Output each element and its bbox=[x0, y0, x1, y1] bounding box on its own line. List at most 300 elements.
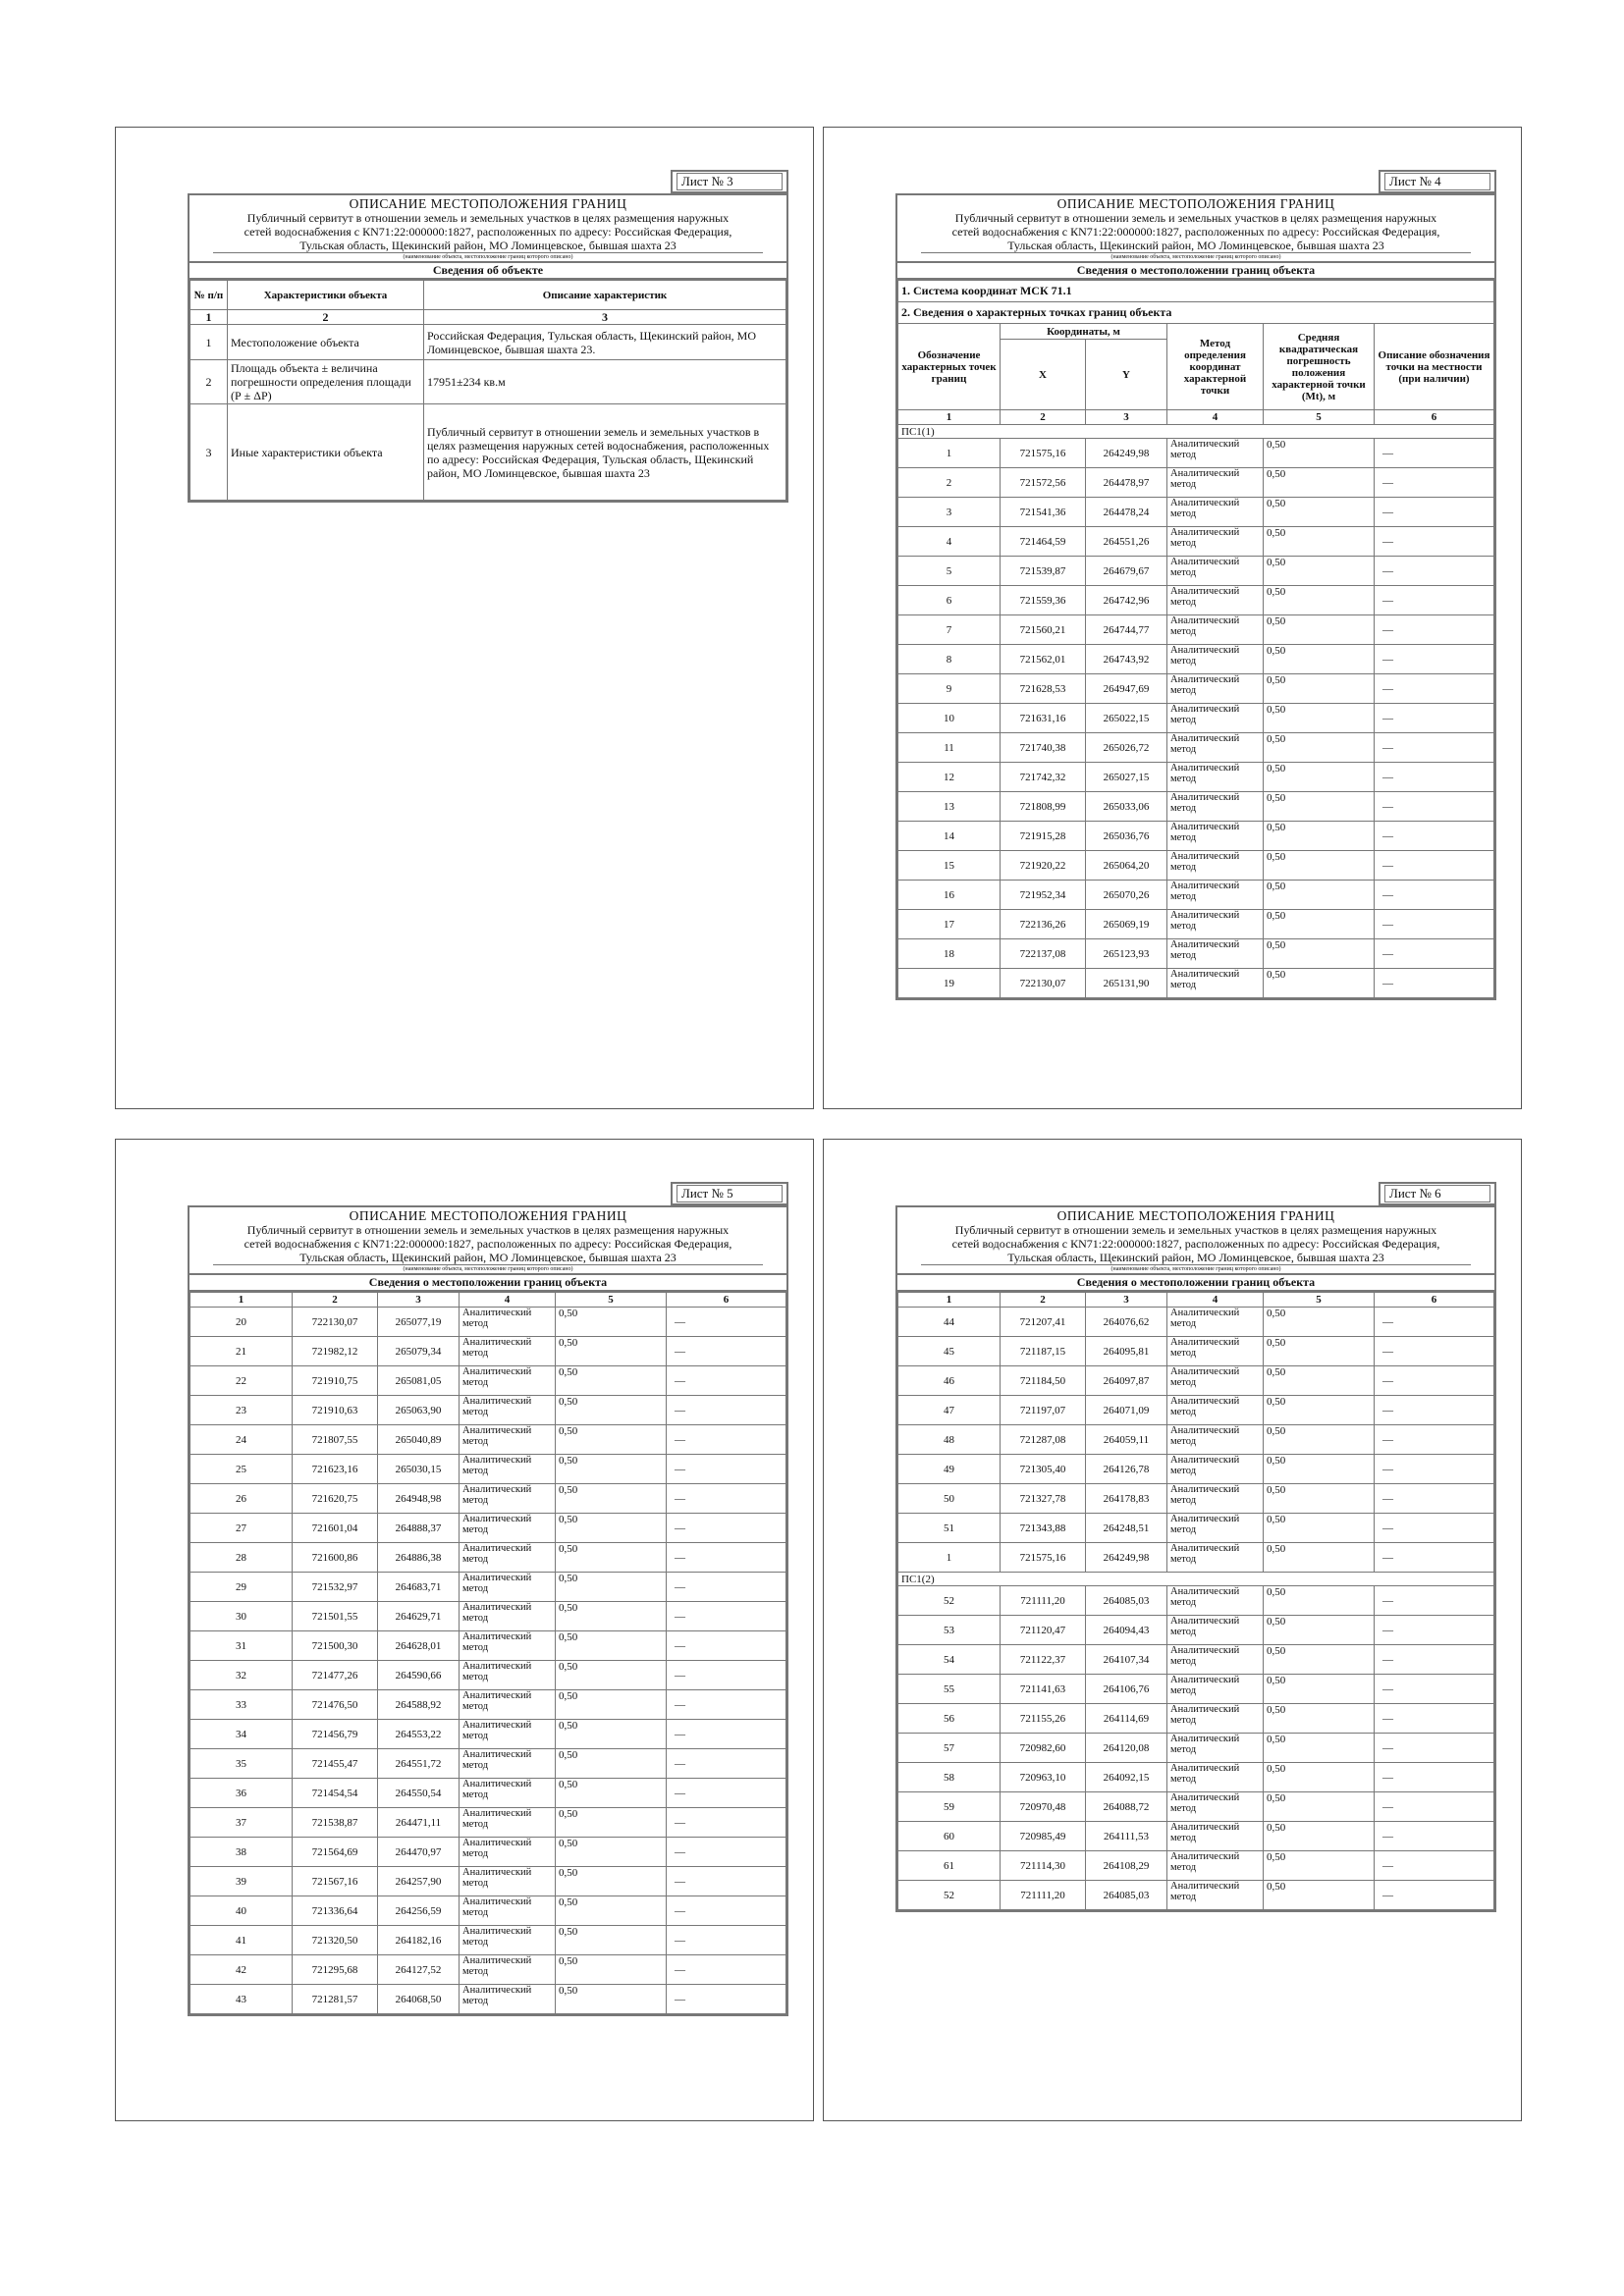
table-row bbox=[190, 1779, 786, 1808]
coord-x: 721111,20 bbox=[1001, 1586, 1086, 1616]
coord-x: 721120,47 bbox=[1001, 1616, 1086, 1645]
col-header-point-description: Описание обозначения точки на местности (при наличии) bbox=[1375, 324, 1494, 410]
accuracy: 0,50 bbox=[556, 1484, 667, 1514]
col-index: 1 bbox=[898, 410, 1001, 425]
point-number: 37 bbox=[190, 1808, 293, 1838]
table-row bbox=[898, 468, 1494, 498]
point-description: — bbox=[1375, 792, 1494, 822]
point-number: 43 bbox=[190, 1985, 293, 2014]
point-description: — bbox=[1375, 1645, 1494, 1675]
method: Аналитический метод bbox=[1167, 615, 1264, 645]
object-info-table bbox=[189, 280, 786, 501]
row-characteristic: Иные характеристики объекта bbox=[228, 404, 424, 501]
coord-x: 721564,69 bbox=[293, 1838, 378, 1867]
point-description: — bbox=[1375, 939, 1494, 969]
coord-y: 264947,69 bbox=[1086, 674, 1167, 704]
coord-x: 721114,30 bbox=[1001, 1851, 1086, 1881]
coord-y: 264094,43 bbox=[1086, 1616, 1167, 1645]
point-number: 8 bbox=[898, 645, 1001, 674]
coord-x: 721532,97 bbox=[293, 1573, 378, 1602]
point-number: 58 bbox=[898, 1763, 1001, 1792]
accuracy: 0,50 bbox=[1264, 498, 1375, 527]
table-row bbox=[190, 1926, 786, 1955]
table-row bbox=[190, 1720, 786, 1749]
coord-x: 721600,86 bbox=[293, 1543, 378, 1573]
table-row bbox=[898, 586, 1494, 615]
col-index: 5 bbox=[1264, 1293, 1375, 1308]
coord-x: 721111,20 bbox=[1001, 1881, 1086, 1910]
point-description: — bbox=[1375, 1425, 1494, 1455]
table-row bbox=[190, 1955, 786, 1985]
coord-y: 264629,71 bbox=[378, 1602, 460, 1631]
col-header-characteristic: Характеристики объекта bbox=[228, 281, 424, 310]
coord-x: 720970,48 bbox=[1001, 1792, 1086, 1822]
method: Аналитический метод bbox=[1167, 792, 1264, 822]
accuracy: 0,50 bbox=[1264, 1616, 1375, 1645]
accuracy: 0,50 bbox=[1264, 1675, 1375, 1704]
col-index: 3 bbox=[1086, 1293, 1167, 1308]
object-description-line-2: сетей водоснабжения с КN71:22:000000:1827, расположенных по адресу: Российская Федерация, bbox=[244, 1237, 732, 1251]
point-number: 14 bbox=[898, 822, 1001, 851]
point-description: — bbox=[1375, 881, 1494, 910]
accuracy: 0,50 bbox=[556, 1985, 667, 2014]
point-number: 44 bbox=[898, 1308, 1001, 1337]
point-number: 17 bbox=[898, 910, 1001, 939]
point-description: — bbox=[1375, 1675, 1494, 1704]
coord-x: 721336,64 bbox=[293, 1896, 378, 1926]
coord-y: 264256,59 bbox=[378, 1896, 460, 1926]
table-row bbox=[898, 1645, 1494, 1675]
method: Аналитический метод bbox=[460, 1867, 556, 1896]
coordinates-table-frame bbox=[895, 1292, 1496, 1912]
coord-x: 720963,10 bbox=[1001, 1763, 1086, 1792]
coord-y: 264551,26 bbox=[1086, 527, 1167, 557]
accuracy: 0,50 bbox=[556, 1514, 667, 1543]
sheet-number: Лист № 3 bbox=[671, 170, 788, 193]
accuracy: 0,50 bbox=[1264, 1763, 1375, 1792]
point-description: — bbox=[1375, 674, 1494, 704]
coord-x: 721575,16 bbox=[1001, 439, 1086, 468]
accuracy: 0,50 bbox=[1264, 822, 1375, 851]
point-number: 52 bbox=[898, 1586, 1001, 1616]
accuracy: 0,50 bbox=[1264, 1734, 1375, 1763]
table-row bbox=[898, 1675, 1494, 1704]
col-index: 3 bbox=[1086, 410, 1167, 425]
coord-x: 721456,79 bbox=[293, 1720, 378, 1749]
sheet-5-content bbox=[188, 1182, 788, 2016]
object-description-line-3: Тульская область, Щекинский район, МО Ломинцевское, бывшая шахта 23 bbox=[299, 239, 677, 252]
method: Аналитический метод bbox=[1167, 645, 1264, 674]
method: Аналитический метод bbox=[1167, 674, 1264, 704]
point-number: 50 bbox=[898, 1484, 1001, 1514]
point-number: 1 bbox=[898, 1543, 1001, 1573]
method: Аналитический метод bbox=[1167, 881, 1264, 910]
col-index: 4 bbox=[1167, 410, 1264, 425]
method: Аналитический метод bbox=[460, 1985, 556, 2014]
point-description: — bbox=[1375, 1455, 1494, 1484]
point-number: 47 bbox=[898, 1396, 1001, 1425]
accuracy: 0,50 bbox=[1264, 1484, 1375, 1514]
coord-y: 264590,66 bbox=[378, 1661, 460, 1690]
point-description: — bbox=[1375, 1586, 1494, 1616]
method: Аналитический метод bbox=[1167, 704, 1264, 733]
coord-x: 720982,60 bbox=[1001, 1734, 1086, 1763]
coord-x: 721187,15 bbox=[1001, 1337, 1086, 1366]
table-row bbox=[190, 1308, 786, 1337]
point-number: 29 bbox=[190, 1573, 293, 1602]
table-row bbox=[898, 674, 1494, 704]
table-row bbox=[190, 1985, 786, 2014]
method: Аналитический метод bbox=[460, 1779, 556, 1808]
accuracy: 0,50 bbox=[556, 1955, 667, 1985]
sheet-number: Лист № 6 bbox=[1379, 1182, 1496, 1205]
coordinates-table bbox=[189, 1292, 786, 2014]
coord-x: 721920,22 bbox=[1001, 851, 1086, 881]
col-index: 2 bbox=[1001, 1293, 1086, 1308]
col-header-method: Метод определения координат характерной точки bbox=[1167, 324, 1264, 410]
accuracy: 0,50 bbox=[1264, 674, 1375, 704]
point-description: — bbox=[1375, 1616, 1494, 1645]
coord-x: 722130,07 bbox=[1001, 969, 1086, 998]
point-number: 60 bbox=[898, 1822, 1001, 1851]
point-description: — bbox=[667, 1484, 786, 1514]
coord-y: 264628,01 bbox=[378, 1631, 460, 1661]
coordinate-system: 1. Система координат МСК 71.1 bbox=[898, 281, 1494, 302]
accuracy: 0,50 bbox=[556, 1425, 667, 1455]
method: Аналитический метод bbox=[1167, 586, 1264, 615]
point-number: 11 bbox=[898, 733, 1001, 763]
point-number: 1 bbox=[898, 439, 1001, 468]
point-description: — bbox=[1375, 822, 1494, 851]
coord-y: 265036,76 bbox=[1086, 822, 1167, 851]
group-label: ПС1(2) bbox=[898, 1573, 1494, 1586]
point-description: — bbox=[667, 1396, 786, 1425]
coord-x: 721631,16 bbox=[1001, 704, 1086, 733]
point-number: 20 bbox=[190, 1308, 293, 1337]
point-description: — bbox=[667, 1631, 786, 1661]
header-note: (наименование объекта, местоположение границ которого описано) bbox=[403, 1266, 573, 1272]
coord-x: 721281,57 bbox=[293, 1985, 378, 2014]
coord-y: 265077,19 bbox=[378, 1308, 460, 1337]
coord-x: 721155,26 bbox=[1001, 1704, 1086, 1734]
accuracy: 0,50 bbox=[1264, 645, 1375, 674]
method: Аналитический метод bbox=[1167, 1763, 1264, 1792]
coord-y: 264108,29 bbox=[1086, 1851, 1167, 1881]
coord-x: 721197,07 bbox=[1001, 1396, 1086, 1425]
table-row bbox=[190, 1396, 786, 1425]
accuracy: 0,50 bbox=[1264, 763, 1375, 792]
coord-y: 265064,20 bbox=[1086, 851, 1167, 881]
coord-x: 721295,68 bbox=[293, 1955, 378, 1985]
coord-x: 721501,55 bbox=[293, 1602, 378, 1631]
col-index: 6 bbox=[1375, 410, 1494, 425]
accuracy: 0,50 bbox=[1264, 1704, 1375, 1734]
coord-y: 264106,76 bbox=[1086, 1675, 1167, 1704]
table-row bbox=[190, 1838, 786, 1867]
point-number: 3 bbox=[898, 498, 1001, 527]
method: Аналитический метод bbox=[1167, 1308, 1264, 1337]
method: Аналитический метод bbox=[1167, 1792, 1264, 1822]
table-row bbox=[190, 1661, 786, 1690]
table-row bbox=[898, 1514, 1494, 1543]
point-number: 39 bbox=[190, 1867, 293, 1896]
method: Аналитический метод bbox=[460, 1749, 556, 1779]
coord-y: 264679,67 bbox=[1086, 557, 1167, 586]
method: Аналитический метод bbox=[1167, 527, 1264, 557]
point-description: — bbox=[667, 1337, 786, 1366]
document-title: ОПИСАНИЕ МЕСТОПОЛОЖЕНИЯ ГРАНИЦ bbox=[1056, 1208, 1335, 1223]
coord-x: 721305,40 bbox=[1001, 1455, 1086, 1484]
coord-y: 264742,96 bbox=[1086, 586, 1167, 615]
coord-x: 721122,37 bbox=[1001, 1645, 1086, 1675]
coordinates-table-frame bbox=[895, 280, 1496, 1000]
point-number: 38 bbox=[190, 1838, 293, 1867]
method: Аналитический метод bbox=[460, 1808, 556, 1838]
accuracy: 0,50 bbox=[556, 1838, 667, 1867]
coord-y: 264744,77 bbox=[1086, 615, 1167, 645]
point-description: — bbox=[1375, 910, 1494, 939]
coord-x: 722136,26 bbox=[1001, 910, 1086, 939]
point-number: 42 bbox=[190, 1955, 293, 1985]
accuracy: 0,50 bbox=[1264, 1822, 1375, 1851]
point-description: — bbox=[667, 1690, 786, 1720]
coord-y: 264553,22 bbox=[378, 1720, 460, 1749]
coord-x: 721952,34 bbox=[1001, 881, 1086, 910]
table-row bbox=[898, 1366, 1494, 1396]
method: Аналитический метод bbox=[1167, 1851, 1264, 1881]
section-title: Сведения о местоположении границ объекта bbox=[897, 1273, 1494, 1290]
coord-y: 264478,24 bbox=[1086, 498, 1167, 527]
table-row bbox=[190, 1867, 786, 1896]
coord-y: 264076,62 bbox=[1086, 1308, 1167, 1337]
coord-y: 264888,37 bbox=[378, 1514, 460, 1543]
table-row bbox=[898, 498, 1494, 527]
coord-x: 721982,12 bbox=[293, 1337, 378, 1366]
coord-x: 721343,88 bbox=[1001, 1514, 1086, 1543]
point-description: — bbox=[667, 1455, 786, 1484]
table-row bbox=[190, 1455, 786, 1484]
table-row bbox=[898, 1822, 1494, 1851]
accuracy: 0,50 bbox=[556, 1926, 667, 1955]
col-index: 4 bbox=[1167, 1293, 1264, 1308]
method: Аналитический метод bbox=[1167, 1616, 1264, 1645]
sheet-6 bbox=[823, 1139, 1522, 2121]
point-description: — bbox=[1375, 704, 1494, 733]
row-description: Публичный сервитут в отношении земель и земельных участков в целях размещения наружных сетей водоснабжения, расположенных по адресу: Российская Федерация, Тульская область, Щекинский район, МО Ломинцевское, бывшая шахта 23 bbox=[424, 404, 786, 501]
method: Аналитический метод bbox=[1167, 822, 1264, 851]
coord-y: 265131,90 bbox=[1086, 969, 1167, 998]
accuracy: 0,50 bbox=[1264, 851, 1375, 881]
coord-x: 721915,28 bbox=[1001, 822, 1086, 851]
object-info-table-frame bbox=[188, 280, 788, 503]
accuracy: 0,50 bbox=[1264, 733, 1375, 763]
coord-x: 721207,41 bbox=[1001, 1308, 1086, 1337]
coord-y: 264068,50 bbox=[378, 1985, 460, 2014]
coord-x: 721562,01 bbox=[1001, 645, 1086, 674]
table-row bbox=[898, 792, 1494, 822]
point-description: — bbox=[1375, 557, 1494, 586]
coord-y: 264550,54 bbox=[378, 1779, 460, 1808]
point-number: 18 bbox=[898, 939, 1001, 969]
table-row bbox=[898, 615, 1494, 645]
sheet-4-content bbox=[895, 170, 1496, 1000]
table-row bbox=[190, 1690, 786, 1720]
coord-x: 721327,78 bbox=[1001, 1484, 1086, 1514]
table-row bbox=[898, 557, 1494, 586]
method: Аналитический метод bbox=[1167, 1514, 1264, 1543]
accuracy: 0,50 bbox=[556, 1308, 667, 1337]
object-description-line-3: Тульская область, Щекинский район, МО Ломинцевское, бывшая шахта 23 bbox=[1007, 239, 1384, 252]
point-number: 32 bbox=[190, 1661, 293, 1690]
accuracy: 0,50 bbox=[1264, 1514, 1375, 1543]
coord-x: 721807,55 bbox=[293, 1425, 378, 1455]
accuracy: 0,50 bbox=[556, 1455, 667, 1484]
method: Аналитический метод bbox=[460, 1661, 556, 1690]
method: Аналитический метод bbox=[1167, 1543, 1264, 1573]
coord-y: 264059,11 bbox=[1086, 1425, 1167, 1455]
table-row bbox=[898, 910, 1494, 939]
col-index: 5 bbox=[1264, 410, 1375, 425]
col-header-description: Описание характеристик bbox=[424, 281, 786, 310]
sheet-6-content bbox=[895, 1182, 1496, 1912]
row-number: 1 bbox=[190, 325, 228, 360]
table-row bbox=[190, 1631, 786, 1661]
coord-y: 265040,89 bbox=[378, 1425, 460, 1455]
accuracy: 0,50 bbox=[556, 1337, 667, 1366]
method: Аналитический метод bbox=[460, 1308, 556, 1337]
point-description: — bbox=[667, 1514, 786, 1543]
coord-x: 721477,26 bbox=[293, 1661, 378, 1690]
document-header bbox=[188, 193, 788, 280]
table-row bbox=[190, 1484, 786, 1514]
method: Аналитический метод bbox=[1167, 969, 1264, 998]
point-number: 35 bbox=[190, 1749, 293, 1779]
coord-x: 721287,08 bbox=[1001, 1425, 1086, 1455]
point-number: 9 bbox=[898, 674, 1001, 704]
table-row bbox=[190, 1808, 786, 1838]
point-description: — bbox=[1375, 1704, 1494, 1734]
table-row bbox=[898, 1616, 1494, 1645]
accuracy: 0,50 bbox=[1264, 1645, 1375, 1675]
coordinates-table bbox=[897, 1292, 1494, 1910]
col-index: 6 bbox=[1375, 1293, 1494, 1308]
method: Аналитический метод bbox=[1167, 1455, 1264, 1484]
point-number: 49 bbox=[898, 1455, 1001, 1484]
point-number: 55 bbox=[898, 1675, 1001, 1704]
method: Аналитический метод bbox=[1167, 1675, 1264, 1704]
coord-y: 264683,71 bbox=[378, 1573, 460, 1602]
row-number: 2 bbox=[190, 360, 228, 404]
col-index: 1 bbox=[190, 1293, 293, 1308]
accuracy: 0,50 bbox=[556, 1690, 667, 1720]
point-description: — bbox=[667, 1867, 786, 1896]
coord-y: 264095,81 bbox=[1086, 1337, 1167, 1366]
point-description: — bbox=[667, 1985, 786, 2014]
point-number: 46 bbox=[898, 1366, 1001, 1396]
point-number: 56 bbox=[898, 1704, 1001, 1734]
point-description: — bbox=[1375, 468, 1494, 498]
accuracy: 0,50 bbox=[1264, 439, 1375, 468]
table-row bbox=[898, 1763, 1494, 1792]
method: Аналитический метод bbox=[1167, 733, 1264, 763]
point-description: — bbox=[667, 1573, 786, 1602]
col-index: 6 bbox=[667, 1293, 786, 1308]
point-description: — bbox=[667, 1749, 786, 1779]
method: Аналитический метод bbox=[1167, 763, 1264, 792]
point-description: — bbox=[1375, 527, 1494, 557]
coord-y: 264471,11 bbox=[378, 1808, 460, 1838]
section-title: Сведения об объекте bbox=[189, 261, 786, 278]
row-description: Российская Федерация, Тульская область, Щекинский район, МО Ломинцевское, бывшая шахта 23. bbox=[424, 325, 786, 360]
point-description: — bbox=[667, 1838, 786, 1867]
point-number: 57 bbox=[898, 1734, 1001, 1763]
object-description-line-1: Публичный сервитут в отношении земель и земельных участков в целях размещения наружных bbox=[246, 1223, 730, 1237]
table-row bbox=[898, 851, 1494, 881]
method: Аналитический метод bbox=[1167, 1366, 1264, 1396]
coord-x: 721572,56 bbox=[1001, 468, 1086, 498]
accuracy: 0,50 bbox=[1264, 615, 1375, 645]
coord-x: 721541,36 bbox=[1001, 498, 1086, 527]
method: Аналитический метод bbox=[1167, 1586, 1264, 1616]
point-description: — bbox=[1375, 1484, 1494, 1514]
accuracy: 0,50 bbox=[556, 1543, 667, 1573]
accuracy: 0,50 bbox=[1264, 586, 1375, 615]
point-description: — bbox=[667, 1308, 786, 1337]
coord-y: 264071,09 bbox=[1086, 1396, 1167, 1425]
document-title: ОПИСАНИЕ МЕСТОПОЛОЖЕНИЯ ГРАНИЦ bbox=[349, 1208, 627, 1223]
accuracy: 0,50 bbox=[1264, 1337, 1375, 1366]
col-header-y: Y bbox=[1086, 340, 1167, 410]
col-header-coordinates: Координаты, м bbox=[1001, 324, 1167, 340]
accuracy: 0,50 bbox=[1264, 1366, 1375, 1396]
coord-y: 265033,06 bbox=[1086, 792, 1167, 822]
point-number: 31 bbox=[190, 1631, 293, 1661]
method: Аналитический метод bbox=[460, 1396, 556, 1425]
sheet-number: Лист № 5 bbox=[671, 1182, 788, 1205]
coord-x: 721141,63 bbox=[1001, 1675, 1086, 1704]
method: Аналитический метод bbox=[1167, 939, 1264, 969]
point-description: — bbox=[667, 1955, 786, 1985]
accuracy: 0,50 bbox=[1264, 468, 1375, 498]
method: Аналитический метод bbox=[1167, 1425, 1264, 1455]
coord-x: 722137,08 bbox=[1001, 939, 1086, 969]
accuracy: 0,50 bbox=[556, 1896, 667, 1926]
point-description: — bbox=[1375, 439, 1494, 468]
point-description: — bbox=[667, 1543, 786, 1573]
accuracy: 0,50 bbox=[1264, 1425, 1375, 1455]
method: Аналитический метод bbox=[460, 1690, 556, 1720]
point-number: 7 bbox=[898, 615, 1001, 645]
point-description: — bbox=[667, 1779, 786, 1808]
sheet-3-content bbox=[188, 170, 788, 503]
point-description: — bbox=[1375, 1366, 1494, 1396]
coord-y: 265081,05 bbox=[378, 1366, 460, 1396]
header-note: (наименование объекта, местоположение границ которого описано) bbox=[403, 254, 573, 260]
accuracy: 0,50 bbox=[556, 1867, 667, 1896]
coord-y: 264249,98 bbox=[1086, 1543, 1167, 1573]
point-number: 21 bbox=[190, 1337, 293, 1366]
table-row bbox=[898, 1734, 1494, 1763]
object-description-line-1: Публичный сервитут в отношении земель и земельных участков в целях размещения наружных bbox=[954, 1223, 1437, 1237]
document-title: ОПИСАНИЕ МЕСТОПОЛОЖЕНИЯ ГРАНИЦ bbox=[349, 196, 627, 211]
method: Аналитический метод bbox=[460, 1720, 556, 1749]
point-number: 45 bbox=[898, 1337, 1001, 1366]
coord-y: 264588,92 bbox=[378, 1690, 460, 1720]
col-index: 2 bbox=[228, 310, 424, 325]
coord-y: 265027,15 bbox=[1086, 763, 1167, 792]
accuracy: 0,50 bbox=[1264, 1881, 1375, 1910]
method: Аналитический метод bbox=[1167, 1704, 1264, 1734]
